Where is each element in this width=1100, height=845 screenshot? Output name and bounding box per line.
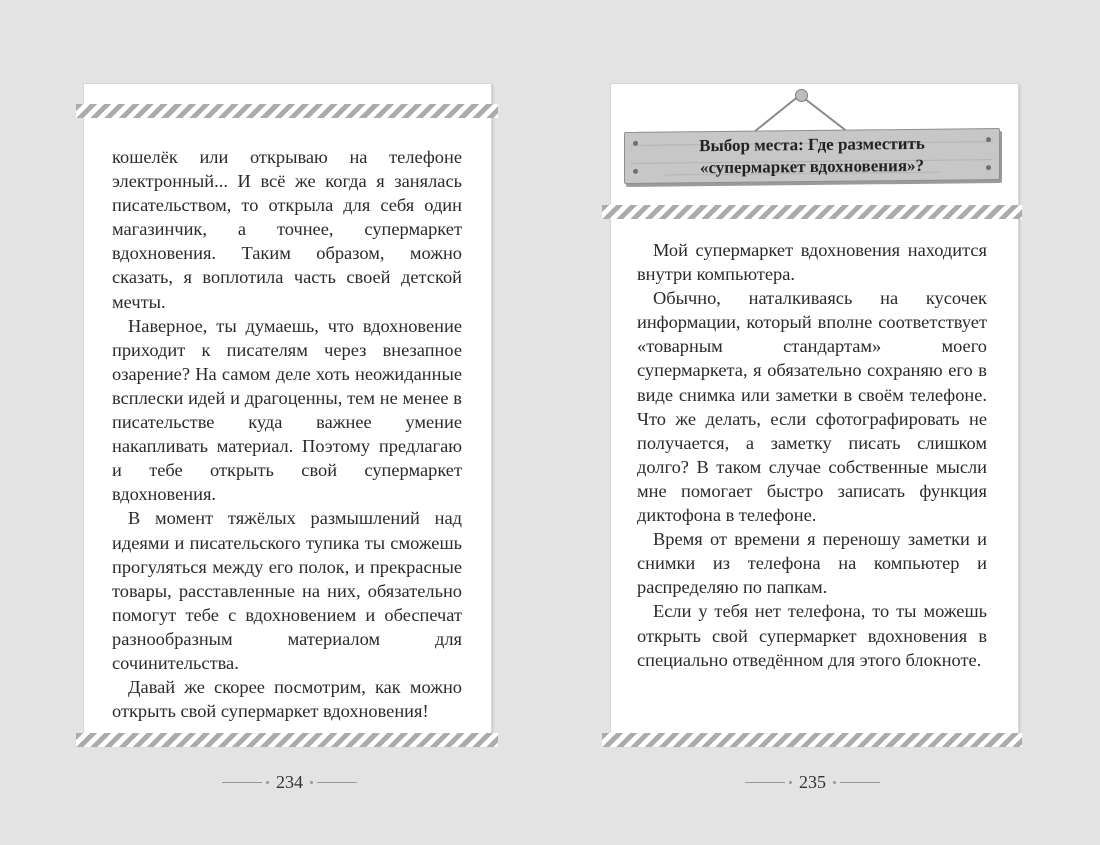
page-number-left bbox=[222, 772, 357, 793]
decorative-tape-top-right bbox=[602, 205, 1022, 219]
ornament-left bbox=[222, 781, 269, 784]
ornament-left bbox=[745, 781, 792, 784]
pin-icon bbox=[795, 89, 808, 102]
decorative-tape-bottom-right bbox=[602, 733, 1022, 747]
paragraph: Обычно, наталкиваясь на кусочек информации, который вполне соответствует «товарным стандартам» моего супермаркета, я обязательно сохраняю его в виде снимка или заметки в своём телефоне. Что же делать, если сфотографировать не получается, а заметку писать слишком долго? В таком случае собственные мысли мне помогает быстро записать функция диктофона в телефоне. bbox=[637, 288, 987, 526]
ornament-right bbox=[833, 781, 880, 784]
left-page-text bbox=[112, 145, 462, 723]
hanging-sign bbox=[621, 86, 1004, 186]
page-number-right bbox=[745, 772, 880, 793]
paragraph: Мой супермаркет вдохновения находится внутри компьютера. bbox=[637, 240, 987, 285]
sign-title-line: «супермаркет вдохновения»? bbox=[699, 155, 925, 178]
ornament-right bbox=[310, 781, 357, 784]
paragraph: Наверное, ты думаешь, что вдохновение приходит к писателям через внезапное озарение? На самом деле хоть неожиданные всплески идей и драгоценны, тем не менее в писательстве куда важнее умение накапливать материал. Поэтому предлагаю и тебе открыть свой супермаркет вдохновения. bbox=[112, 315, 462, 505]
decorative-tape-bottom-left bbox=[76, 733, 498, 747]
paragraph: кошелёк или открываю на телефоне электронный... И всё же когда я занялась писательством, то открыла для себя один магазинчик, а точнее, супермаркет вдохновения. Таким образом, можно сказать, я воплотила часть своей детской мечты. bbox=[112, 147, 462, 312]
decorative-tape-top-left bbox=[76, 104, 498, 118]
right-page-text bbox=[637, 238, 987, 672]
paragraph: Давай же скорее посмотрим, как можно открыть свой супермаркет вдохновения! bbox=[112, 677, 462, 722]
page-number: 235 bbox=[799, 772, 826, 792]
paragraph: Если у тебя нет телефона, то ты можешь открыть свой супермаркет вдохновения в специально отведённом для этого блокноте. bbox=[637, 601, 987, 670]
sign-title bbox=[625, 132, 999, 180]
paragraph: В момент тяжёлых размышлений над идеями и писательского тупика ты сможешь прогуляться между его полок, и прекрасные товары, расставленные на них, обязательно помогут тебе с вдохновением и обеспечат разнообразным материалом для сочинительства. bbox=[112, 508, 462, 673]
sign-title-line: Выбор места: Где разместить bbox=[699, 133, 925, 156]
page-number: 234 bbox=[276, 772, 303, 792]
paragraph: Время от времени я переношу заметки и снимки из телефона на компьютер и распределяю по папкам. bbox=[637, 529, 987, 598]
sign-board bbox=[624, 128, 1000, 184]
